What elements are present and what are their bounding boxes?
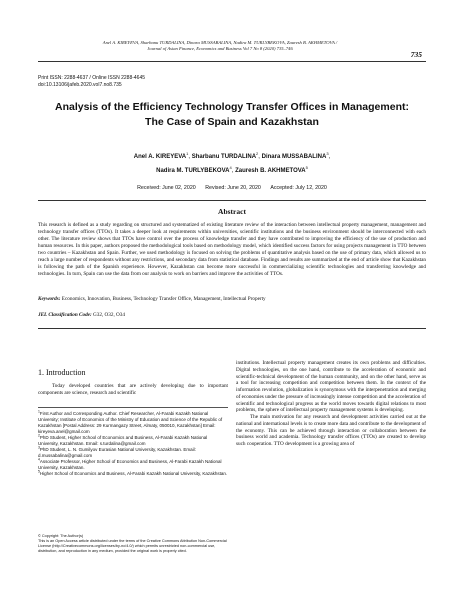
footnote-3: [38, 447, 228, 459]
author-affiliation-mark: 4: [229, 165, 232, 170]
author-affiliation-mark: 2: [256, 151, 259, 156]
author-affiliation-mark: 3: [326, 151, 329, 156]
footnote-text: PhD Student, L. N. Gumilyov Eurasian National University, Kazakhstan. Email: d.mussabalina@gmail.com: [38, 447, 196, 459]
doi-line: doi:10.13106/jafeb.2020.vol7.no8.735: [38, 81, 122, 88]
license-text: This is an Open Access article distributed under the terms of the Creative Commons Attribution Non-Commercial License (http://Creativecommons.org/licenses/by-nc/4.0/) which permits unrestricted non-commercial use, distribution, and reproduction in any medium, provided the original work is properly cited.: [38, 538, 227, 553]
abstract-top-divider: [38, 200, 426, 201]
author-line2: Nadira M. TURLYBEKOVA$^4$, Zauresh B. AKHMETOVA$^5$: [156, 165, 308, 174]
submission-dates: [38, 185, 426, 191]
footnote-text: First Author and Corresponding Author. Chief Researcher, Al-Farabi Kazakh National University; Institute of Economics of the Ministry of Education and Science of the Republic of Kazakhstan [Postal Address: 29 Kurmangazy Street, Almaty, 050010, Kazakhstan] Email: kireyeva.anel@gmail.com: [38, 411, 223, 435]
author-list: [38, 150, 426, 178]
footnote-5: [38, 471, 228, 477]
footnote-mark: 2: [38, 433, 40, 438]
author-affiliation-mark: 5: [305, 165, 308, 170]
identifiers-block: [38, 75, 145, 88]
footnote-mark: 4: [38, 457, 40, 462]
jel-codes: G32, O32, O34: [93, 312, 125, 318]
footnote-text: PhD Student, Higher School of Economics and Business, Al-Farabi Kazakh National University, Kazakhstan. Email: s.turdalina@gmail.com: [38, 435, 208, 447]
page-number: 735: [410, 50, 422, 59]
running-header-authors: Anel A. KIREYEVA, Sharbanu TURDALINA, Dinara MUSSABALINA, Nadira M. TURLYBEKOVA, Zauresh B. AKHMETOVA /: [102, 40, 338, 45]
author-name: Zauresh B. AKHMETOVA: [235, 168, 306, 174]
keywords-line: [38, 296, 426, 303]
paper-title-line1: Analysis of the Efficiency Technology Transfer Offices in Management:: [55, 101, 409, 113]
copyright-notice: [38, 534, 228, 554]
footnote-4: [38, 459, 228, 471]
footnote-text: Higher School of Economics and Business, Al-Farabi Kazakh National University, Kazakhstan.: [39, 471, 228, 477]
footnote-1: [38, 411, 228, 435]
section-heading-introduction: 1. Introduction: [38, 368, 86, 377]
abstract-text: This research is defined as a study regarding on structured and systematized of existing literature review of the interaction between intellectual property management, management and technology transfer offices (TTOs). It takes a deeper look at requirements within universities, scientific institutions and the business environment should be interconnected with each other. The literature review shows that TTOs have control over the process of knowledge transfer and they have contributed to improving the efficiency of the use of production and human resources. In this paper, authors proposed the methodological tools based on methodology model, which identified success factors for using projects management in TTO between two countries – Kazakhstan and Spain. Further, we used methodology is focused on solving the problems of quantitative analysis based on the use of primary data, which allowed us to reach a large number of respondents without any restrictions, and secondary data from statistical database. Findings and results are summarized at the end of article show that Kazakhstan is following the path of the Spanish experience. However, Kazakhstan can become more successful in commercializing scientific technologies and transferring knowledge and technologies. In turn, Spain can use the data from our analysis to work on barriers and improve the activities of TTOs.: [38, 222, 426, 278]
author-line1: Anel A. KIREYEVA$^1$, Sharbanu TURDALINA$^2$, Dinara MUSSABALINA$^3$,: [133, 151, 331, 160]
received-date: Received: June 02, 2020: [137, 185, 196, 191]
revised-date: Revised: June 20, 2020: [205, 185, 261, 191]
author-name: Nadira M. TURLYBEKOVA: [156, 168, 230, 174]
footnote-2: [38, 435, 228, 447]
running-header: [40, 40, 400, 52]
accepted-date: Accepted: July 12, 2020: [270, 185, 327, 191]
author-affiliation-mark: 1: [186, 151, 189, 156]
jel-label: JEL Classification Code:: [38, 312, 92, 318]
footnote-text: Associate Professor, Higher School of Economics and Business, Al-Farabi Kazakh National University, Kazakhstan.: [38, 459, 222, 471]
footnote-mark: 3: [38, 445, 40, 450]
header-divider: [38, 61, 426, 62]
footnote-divider: [38, 407, 228, 408]
footnotes: [38, 411, 228, 478]
footnote-mark: 5: [38, 469, 40, 474]
introduction-right-column: [236, 360, 426, 448]
keywords-text: Economics, Innovation, Business, Technology Transfer Office, Management, Intellectual Property: [61, 296, 266, 302]
abstract-heading: Abstract: [218, 207, 246, 216]
abstract-bottom-divider: [38, 328, 426, 329]
paper-title: [38, 100, 426, 130]
author-name: Anel A. KIREYEVA: [133, 154, 187, 160]
introduction-left-text: Today developed countries that are actively developing due to important components are science, research and scientific: [38, 383, 228, 396]
issn-line: Print ISSN: 2288-4637 / Online ISSN 2288-4645: [38, 75, 146, 81]
author-name: Dinara MUSSABALINA: [261, 154, 327, 160]
running-header-journal: Journal of Asian Finance, Economics and Business Vol 7 No 8 (2020) 735–746: [147, 46, 293, 51]
author-name: Sharbanu TURDALINA: [191, 154, 257, 160]
introduction-paragraph-1: institutions. Intellectual property management creates its own problems and difficulties. Digital technologies, on the one hand, contribute to the acceleration of economic and scientific-technical development of the human community, and on the other hand, serve as a tool for increasing competition and competition between them. In the context of the information revolution, globalization is synonymous with the interpenetration and merging of economies under the pressure of increasingly intense competition and the acceleration of scientific and technological progress as the world moves towards digital relations to most problems, the sphere of intellectual property management systems is developing.: [236, 360, 426, 414]
jel-line: [38, 312, 426, 319]
keywords-label: Keywords:: [38, 296, 61, 302]
paper-title-line2: The Case of Spain and Kazakhstan: [145, 116, 319, 128]
footnote-mark: 1: [38, 409, 40, 414]
introduction-paragraph-2: The main motivation for any research and development activities carried out at the national and international levels is to create more data and contribute to the development of the economy. This can be achieved through interaction or collaboration between the business world and academia. Technology transfer offices (TTOs) are created to develop such cooperation. TTO development is a growing area of: [236, 414, 426, 447]
copyright-line: © Copyright: The Author(s): [38, 534, 84, 538]
